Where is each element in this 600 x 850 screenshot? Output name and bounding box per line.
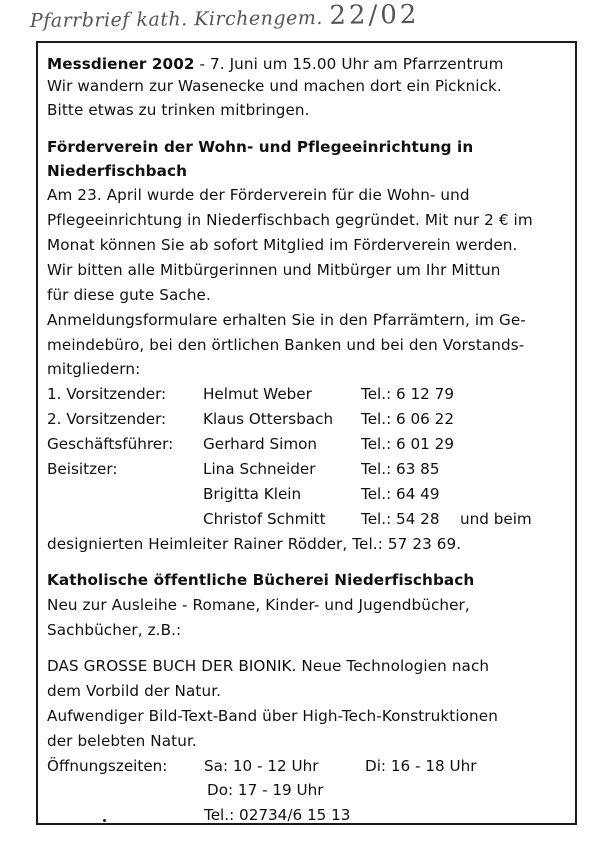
foerderverein-heading: Förderverein der Wohn- und Pflegeeinrichtung in	[47, 138, 474, 156]
member-role: 1. Vorsitzender:	[47, 385, 167, 403]
member-role: Geschäftsführer:	[47, 435, 174, 453]
foerderverein-closing: designierten Heimleiter Rainer Rödder, Tel.: 57 23 69.	[47, 535, 462, 553]
member-tel: Tel.: 64 49	[361, 485, 440, 503]
buecherei-heading: Katholische öffentliche Bücherei Niederfischbach	[47, 571, 475, 589]
messdiener-line: Wir wandern zur Wasenecke und machen dort ein Picknick.	[47, 77, 502, 95]
opening-hours-saturday: Sa: 10 - 12 Uhr	[204, 757, 319, 775]
member-name: Lina Schneider	[203, 460, 316, 478]
member-suffix: und beim	[460, 510, 532, 528]
member-tel: Tel.: 54 28	[361, 510, 440, 528]
member-name: Gerhard Simon	[203, 435, 318, 453]
book-line: DAS GROSSE BUCH DER BIONIK. Neue Technologien nach	[47, 657, 490, 675]
foerderverein-line: meindebüro, bei den örtlichen Banken und bei den Vorstands-	[47, 336, 525, 354]
member-name: Helmut Weber	[203, 385, 312, 403]
foerderverein-line: Pflegeeinrichtung in Niederfischbach gegründet. Mit nur 2 € im	[47, 211, 533, 229]
book-line: Aufwendiger Bild-Text-Band über High-Tech-Konstruktionen	[47, 707, 498, 725]
book-line: dem Vorbild der Natur.	[47, 682, 222, 700]
member-tel: Tel.: 6 12 79	[361, 385, 454, 403]
handwritten-note-text: Pfarrbrief kath. Kirchengem.	[29, 6, 324, 32]
handwritten-note-number: 22/02	[329, 0, 420, 31]
buecherei-line: Sachbücher, z.B.:	[47, 621, 182, 639]
member-tel: Tel.: 6 06 22	[361, 410, 454, 428]
buecherei-line: Neu zur Ausleihe - Romane, Kinder- und Jugendbücher,	[47, 596, 470, 614]
foerderverein-line: für diese gute Sache.	[47, 286, 211, 304]
book-line: der belebten Natur.	[47, 732, 197, 750]
messdiener-line: Bitte etwas zu trinken mitbringen.	[47, 101, 310, 119]
foerderverein-line: Am 23. April wurde der Förderverein für die Wohn- und	[47, 186, 470, 204]
opening-hours-tuesday: Di: 16 - 18 Uhr	[365, 757, 477, 775]
messdiener-heading: Messdiener 2002	[47, 55, 195, 73]
member-name: Klaus Ottersbach	[203, 410, 334, 428]
foerderverein-line: Monat können Sie ab sofort Mitglied im Förderverein werden.	[47, 236, 518, 254]
member-tel: Tel.: 63 85	[361, 460, 440, 478]
member-name: Brigitta Klein	[203, 485, 302, 503]
foerderverein-line: Wir bitten alle Mitbürgerinnen und Mitbürger um Ihr Mittun	[47, 261, 501, 279]
foerderverein-heading: Niederfischbach	[47, 162, 187, 180]
opening-hours-label: Öffnungszeiten:	[47, 757, 168, 775]
library-phone: Tel.: 02734/6 15 13	[204, 806, 351, 824]
foerderverein-line: Anmeldungsformulare erhalten Sie in den Pfarrämtern, im Ge-	[47, 311, 526, 329]
opening-hours-thursday: Do: 17 - 19 Uhr	[207, 781, 324, 799]
foerderverein-line: mitgliedern:	[47, 360, 141, 378]
scan-speck	[103, 819, 106, 822]
member-role: Beisitzer:	[47, 460, 118, 478]
member-tel: Tel.: 6 01 29	[361, 435, 454, 453]
handwritten-note	[30, 0, 570, 40]
messdiener-heading-rest: - 7. Juni um 15.00 Uhr am Pfarrzentrum	[194, 55, 504, 73]
member-role: 2. Vorsitzender:	[47, 410, 167, 428]
messdiener-heading-line	[47, 54, 504, 74]
member-name: Christof Schmitt	[203, 510, 326, 528]
